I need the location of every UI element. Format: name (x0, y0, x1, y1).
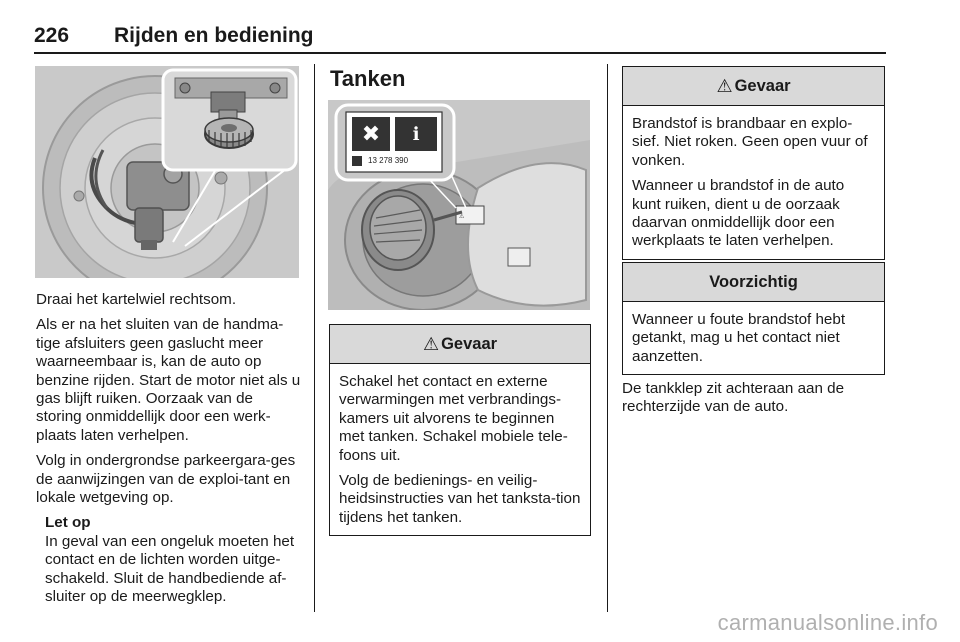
page-header-title: Rijden en bediening (114, 24, 314, 47)
caution-box-body (623, 302, 884, 374)
caution-heading-text: Voorzichtig (709, 272, 798, 291)
warning-triangle-icon: ⚠ (422, 333, 440, 354)
paragraph: Schakel het contact en externe verwarmingen met verbrandings-kamers uit alvorens te beginnen met tanken. Schakel mobiele tele-foons uit. (339, 373, 568, 464)
caution-box (622, 262, 885, 375)
danger-box-col2 (329, 324, 591, 536)
column-divider-1 (314, 64, 315, 612)
note-block (36, 514, 302, 606)
danger-box-heading (623, 67, 884, 106)
danger-box-heading (330, 325, 590, 364)
barcode-icon (352, 156, 362, 166)
note-heading: Let op (45, 514, 91, 532)
danger-box-body (330, 364, 590, 535)
section-title: Tanken (330, 66, 406, 91)
paragraph: Brandstof is brandbaar en explo-sief. Niet roken. Geen open vuur of vonken. (632, 115, 868, 169)
no-open-flame-icon: ✖ (352, 117, 390, 151)
danger-heading-text: Gevaar (441, 334, 498, 353)
paragraph: Als er na het sluiten van de handma-tige afsluiters geen gaslucht meer waarneembaar is, kan de auto op benzine rijden. Start de motor niet als u gas blijft ruiken. Oorzaak van de storing onmiddellijk door een werk-plaats laten verhelpen. (36, 316, 301, 444)
read-manual-icon: ℹ (395, 117, 437, 151)
paragraph: Volg in ondergrondse parkeergara-ges de aanwijzingen van de exploi-tant en lokale wetgeving op. (36, 452, 296, 507)
warning-triangle-icon: ⚠ (716, 75, 733, 96)
fuel-filler-flap-illustration (328, 100, 590, 310)
header-rule (34, 52, 886, 54)
caution-box-heading (623, 263, 884, 302)
watermark: carmanualsonline.info (717, 610, 938, 635)
paragraph: Volg de bedienings- en veilig-heidsinstructies van het tanksta-tion tijdens het tanken. (339, 472, 581, 526)
column-1-text (36, 291, 302, 614)
filler-label (350, 115, 440, 171)
paragraph: De tankklep zit achteraan aan de rechterzijde van de auto. (622, 380, 845, 416)
page-number: 226 (34, 24, 70, 47)
danger-box-col3 (622, 66, 885, 260)
danger-heading-text: Gevaar (734, 76, 791, 95)
paragraph: Draai het kartelwiel rechtsom. (36, 291, 237, 308)
column-3-text (622, 380, 886, 417)
note-text: In geval van een ongeluk moeten het contact en de lichten worden uitge-schakeld. Sluit de handbediende af-sluiter op de meerwegklep. (45, 532, 295, 606)
column-divider-2 (607, 64, 608, 612)
paragraph: Wanneer u brandstof in de auto kunt ruiken, dient u de oorzaak daarvan onmiddellijk door een werkplaats te laten verhelpen. (632, 177, 845, 250)
paragraph: Wanneer u foute brandstof hebt getankt, mag u het contact niet aanzetten. (632, 311, 846, 365)
danger-box-body (623, 106, 884, 259)
spare-wheel-valve-illustration (35, 66, 299, 278)
svg-text:⚠: ⚠ (459, 214, 465, 220)
label-code: 13 278 390 (368, 156, 409, 165)
